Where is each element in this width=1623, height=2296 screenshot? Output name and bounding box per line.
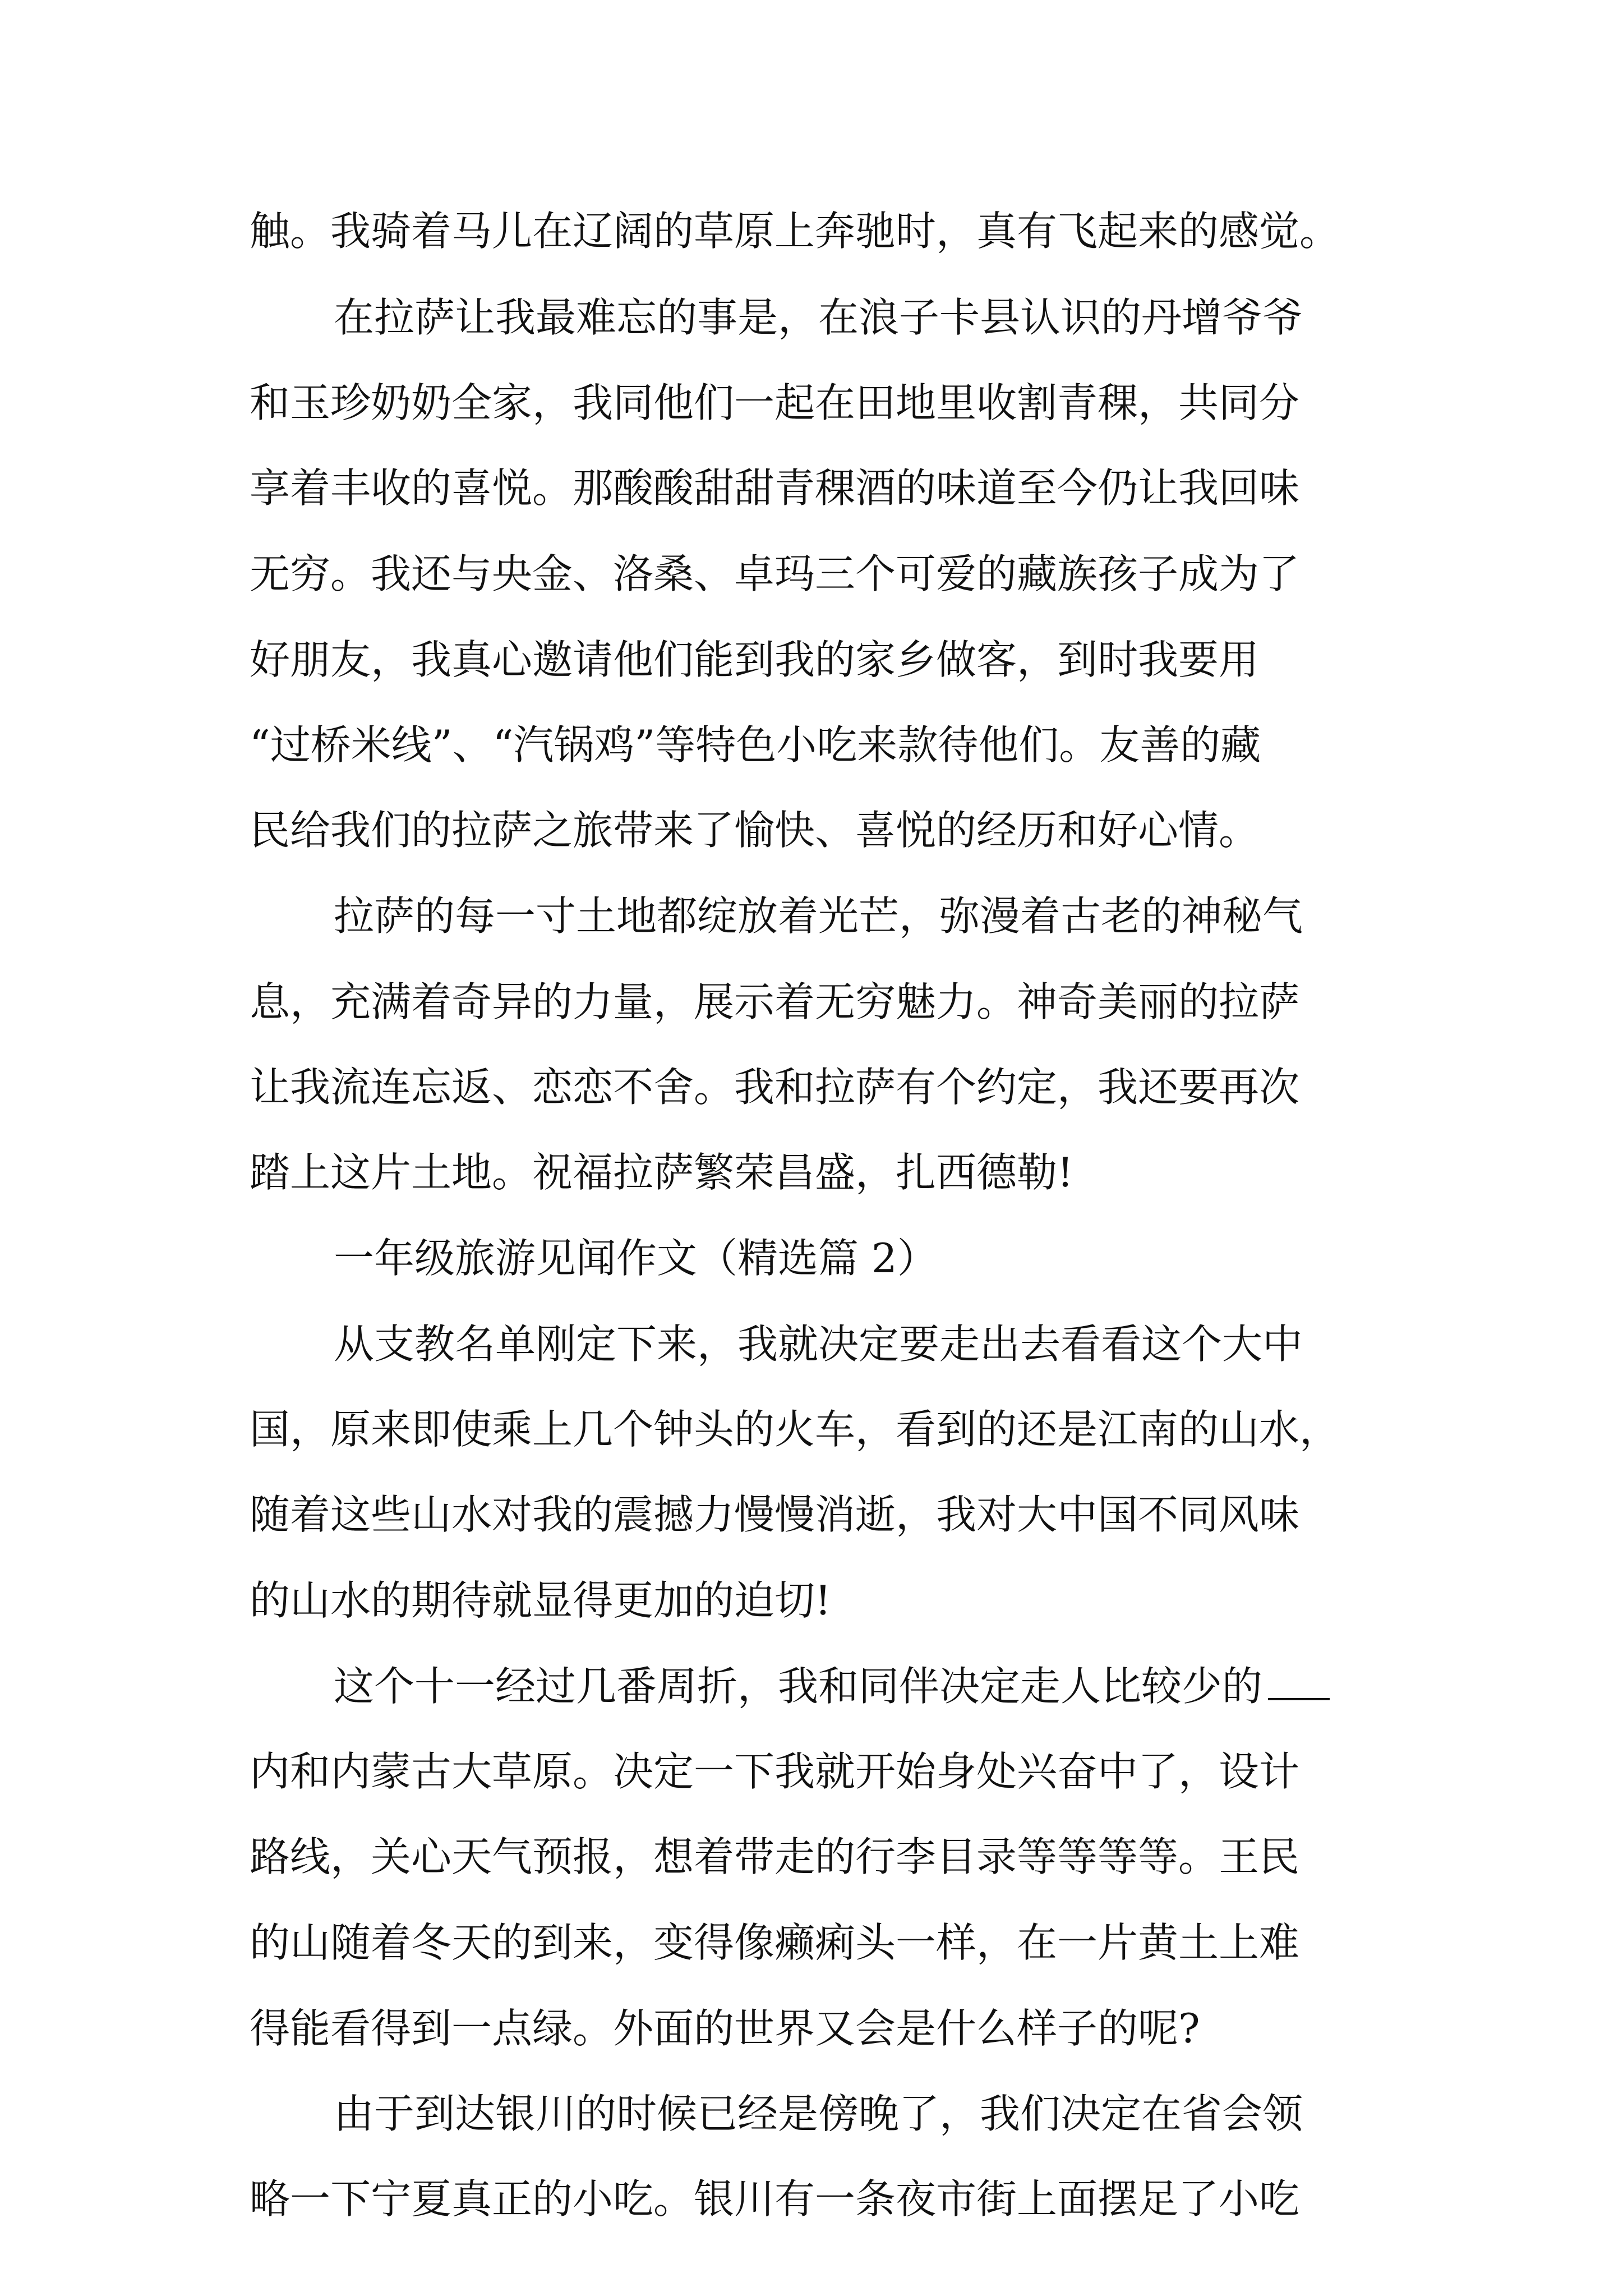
text-line: 踏上这片土地。祝福拉萨繁荣昌盛，扎西德勒! xyxy=(250,1149,1073,1196)
text-line: 拉萨的每一寸土地都绽放着光芒，弥漫着古老的神秘气 xyxy=(334,892,1303,940)
text-line: 的山随着冬天的到来，变得像癞痢头一样，在一片黄土上难 xyxy=(250,1919,1300,1966)
text-line: 无穷。我还与央金、洛桑、卓玛三个可爱的藏族孩子成为了 xyxy=(250,550,1300,597)
text-line: 这个十一经过几番周折，我和同伴决定走人比较少的 xyxy=(334,1663,1263,1710)
text-line: 和玉珍奶奶全家，我同他们一起在田地里收割青稞，共同分 xyxy=(250,379,1300,426)
text-line: 的山水的期待就显得更加的迫切! xyxy=(250,1577,831,1624)
text-line: 从支教名单刚定下来，我就决定要走出去看看这个大中 xyxy=(334,1320,1303,1368)
text-line: 民给我们的拉萨之旅带来了愉快、喜悦的经历和好心情。 xyxy=(250,807,1260,854)
text-line: 得能看得到一点绿。外面的世界又会是什么样子的呢? xyxy=(250,2005,1200,2052)
text-line: 路线，关心天气预报，想着带走的行李目录等等等等。王民 xyxy=(250,1833,1300,1880)
text-line: 享着丰收的喜悦。那酸酸甜甜青稞酒的味道至今仍让我回味 xyxy=(250,464,1300,512)
text-line: “过桥米线”、“汽锅鸡”等特色小吃来款待他们。友善的藏 xyxy=(250,721,1261,769)
section-heading: 一年级旅游见闻作文（精选篇 2） xyxy=(334,1235,938,1282)
text-line: 好朋友，我真心邀请他们能到我的家乡做客，到时我要用 xyxy=(250,636,1260,683)
text-line: 在拉萨让我最难忘的事是，在浪子卡县认识的丹增爷爷 xyxy=(334,294,1303,341)
text-line: 触。我骑着马儿在辽阔的草原上奔驰时，真有飞起来的感觉。 xyxy=(250,208,1340,255)
text-line: 内和内蒙古大草原。决定一下我就开始身处兴奋中了，设计 xyxy=(250,1748,1300,1795)
fill-in-blank xyxy=(1268,1664,1330,1700)
text-line: 国，原来即使乘上几个钟头的火车，看到的还是江南的山水， xyxy=(250,1406,1340,1453)
text-line: 让我流连忘返、恋恋不舍。我和拉萨有个约定，我还要再次 xyxy=(250,1064,1300,1111)
text-line: 随着这些山水对我的震撼力慢慢消逝，我对大中国不同风味 xyxy=(250,1491,1300,1538)
text-line: 由于到达银川的时候已经是傍晚了，我们决定在省会领 xyxy=(334,2090,1303,2137)
text-line-with-blank xyxy=(334,1655,1330,1717)
text-line: 息，充满着奇异的力量，展示着无穷魅力。神奇美丽的拉萨 xyxy=(250,978,1300,1025)
text-line: 略一下宁夏真正的小吃。银川有一条夜市街上面摆足了小吃 xyxy=(250,2175,1300,2223)
